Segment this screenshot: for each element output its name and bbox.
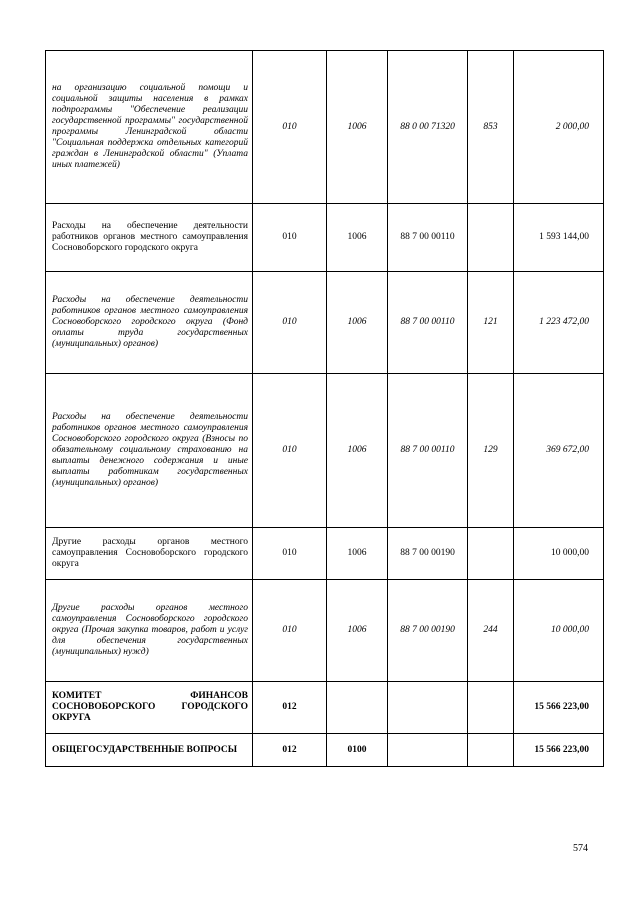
expense-type-code	[468, 734, 514, 767]
row-description: КОМИТЕТ ФИНАНСОВ СОСНОВОБОРСКОГО ГОРОДСКОГО ОКРУГА	[46, 682, 253, 734]
ministry-code: 010	[253, 204, 327, 272]
budget-table	[45, 50, 604, 767]
section-code: 1006	[327, 272, 388, 374]
amount: 2 000,00	[514, 51, 604, 204]
target-article-code: 88 7 00 00190	[388, 528, 468, 580]
amount: 1 593 144,00	[514, 204, 604, 272]
target-article-code	[388, 734, 468, 767]
page-number: 574	[573, 843, 588, 854]
amount: 10 000,00	[514, 528, 604, 580]
table-row	[46, 204, 604, 272]
amount: 10 000,00	[514, 580, 604, 682]
row-description: Другие расходы органов местного самоуправления Сосновоборского городского округа	[46, 528, 253, 580]
section-code: 1006	[327, 374, 388, 528]
target-article-code	[388, 682, 468, 734]
table-row	[46, 51, 604, 204]
expense-type-code: 129	[468, 374, 514, 528]
amount: 1 223 472,00	[514, 272, 604, 374]
row-description: Расходы на обеспечение деятельности работников органов местного самоуправления Сосновоборского городского округа	[46, 204, 253, 272]
section-code: 1006	[327, 204, 388, 272]
section-code: 1006	[327, 580, 388, 682]
target-article-code: 88 0 00 71320	[388, 51, 468, 204]
table-row	[46, 374, 604, 528]
expense-type-code: 853	[468, 51, 514, 204]
table-row	[46, 272, 604, 374]
table-row	[46, 682, 604, 734]
ministry-code: 010	[253, 272, 327, 374]
ministry-code: 010	[253, 51, 327, 204]
ministry-code: 010	[253, 528, 327, 580]
ministry-code: 010	[253, 580, 327, 682]
section-code: 1006	[327, 528, 388, 580]
amount: 369 672,00	[514, 374, 604, 528]
target-article-code: 88 7 00 00110	[388, 374, 468, 528]
section-code: 1006	[327, 51, 388, 204]
table-row	[46, 580, 604, 682]
section-code: 0100	[327, 734, 388, 767]
row-description: Расходы на обеспечение деятельности работников органов местного самоуправления Сосновоборского городского округа (Взносы по обязательному социальному страхованию на выплаты денежного содержания и иные выплаты работникам государственных (муниципальных) органов)	[46, 374, 253, 528]
expense-type-code	[468, 528, 514, 580]
table-row	[46, 734, 604, 767]
expense-type-code: 244	[468, 580, 514, 682]
expense-type-code: 121	[468, 272, 514, 374]
expense-type-code	[468, 682, 514, 734]
ministry-code: 010	[253, 374, 327, 528]
row-description: Расходы на обеспечение деятельности работников органов местного самоуправления Сосновоборского городского округа (Фонд оплаты труда государственных (муниципальных) органов)	[46, 272, 253, 374]
expense-type-code	[468, 204, 514, 272]
row-description: Другие расходы органов местного самоуправления Сосновоборского городского округа (Прочая закупка товаров, работ и услуг для обеспечения государственных (муниципальных) нужд)	[46, 580, 253, 682]
section-code	[327, 682, 388, 734]
ministry-code: 012	[253, 682, 327, 734]
target-article-code: 88 7 00 00190	[388, 580, 468, 682]
ministry-code: 012	[253, 734, 327, 767]
row-description: ОБЩЕГОСУДАРСТВЕННЫЕ ВОПРОСЫ	[46, 734, 253, 767]
table-row	[46, 528, 604, 580]
amount: 15 566 223,00	[514, 682, 604, 734]
target-article-code: 88 7 00 00110	[388, 204, 468, 272]
amount: 15 566 223,00	[514, 734, 604, 767]
row-description: на организацию социальной помощи и социальной защиты населения в рамках подпрограммы "Обеспечение реализации государственной программы" государственной программы Ленинградской области "Социальная поддержка отдельных категорий граждан в Ленинградской области" (Уплата иных платежей)	[46, 51, 253, 204]
target-article-code: 88 7 00 00110	[388, 272, 468, 374]
